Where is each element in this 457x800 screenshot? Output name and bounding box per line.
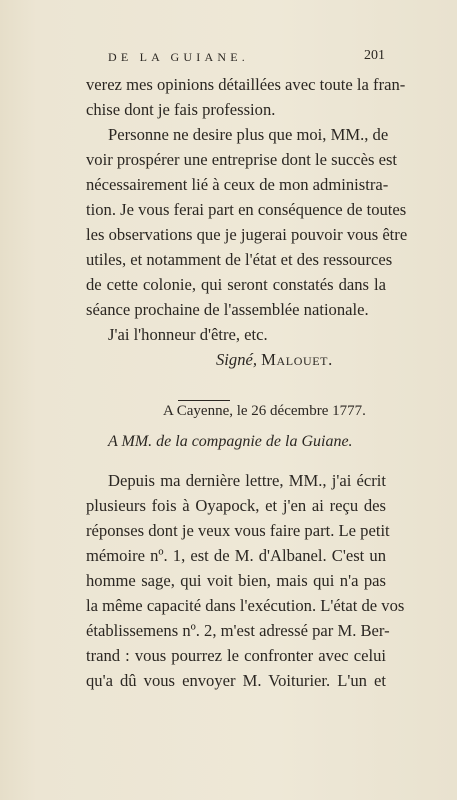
top-text-block bbox=[86, 72, 408, 372]
signature-signe: Signé, bbox=[216, 350, 258, 369]
text-line: Depuis ma dernière lettre, MM., j'ai écrit bbox=[108, 471, 386, 490]
text-line: plusieurs fois à Oyapock, et j'en ai reçu des bbox=[86, 496, 386, 515]
text-line: séance prochaine de l'assemblée nationale. bbox=[86, 300, 369, 319]
text-line: utiles, et notamment de l'état et des ressources bbox=[86, 250, 393, 269]
text-line: verez mes opinions détaillées avec toute la fran- bbox=[86, 75, 406, 94]
signature-name: Malouet. bbox=[261, 350, 333, 369]
letter-dateline: A Cayenne, le 26 décembre 1777. bbox=[163, 403, 366, 419]
text-line: de cette colonie, qui seront constatés dans la bbox=[86, 275, 386, 294]
running-head: DE LA GUIANE. bbox=[108, 50, 249, 64]
signature bbox=[86, 347, 386, 372]
section-divider bbox=[178, 400, 230, 401]
bottom-text-block bbox=[86, 468, 405, 693]
text-line: J'ai l'honneur d'être, etc. bbox=[108, 325, 268, 344]
text-line: homme sage, qui voit bien, mais qui n'a pas bbox=[86, 571, 386, 590]
text-line: qu'a dû vous envoyer M. Voiturier. L'un et bbox=[86, 671, 386, 690]
text-line: nécessairement lié à ceux de mon administra- bbox=[86, 175, 389, 194]
text-line: réponses dont je veux vous faire part. Le petit bbox=[86, 521, 390, 540]
text-line: mémoire nº. 1, est de M. d'Albanel. C'est un bbox=[86, 546, 386, 565]
text-line: voir prospérer une entreprise dont le succès est bbox=[86, 150, 398, 169]
page-number: 201 bbox=[364, 48, 385, 63]
letter-address: A MM. de la compagnie de la Guiane. bbox=[108, 433, 353, 450]
text-line: les observations que je jugerai pouvoir vous être bbox=[86, 225, 408, 244]
text-line: la même capacité dans l'exécution. L'état de vos bbox=[86, 596, 405, 615]
text-line: Personne ne desire plus que moi, MM., de bbox=[108, 125, 389, 144]
text-line: établissemens nº. 2, m'est adressé par M. Ber- bbox=[86, 621, 390, 640]
text-line: trand : vous pourrez le confronter avec celui bbox=[86, 646, 386, 665]
page-header bbox=[86, 48, 385, 68]
text-line: tion. Je vous ferai part en conséquence de toutes bbox=[86, 200, 407, 219]
text-line: chise dont je fais profession. bbox=[86, 100, 276, 119]
